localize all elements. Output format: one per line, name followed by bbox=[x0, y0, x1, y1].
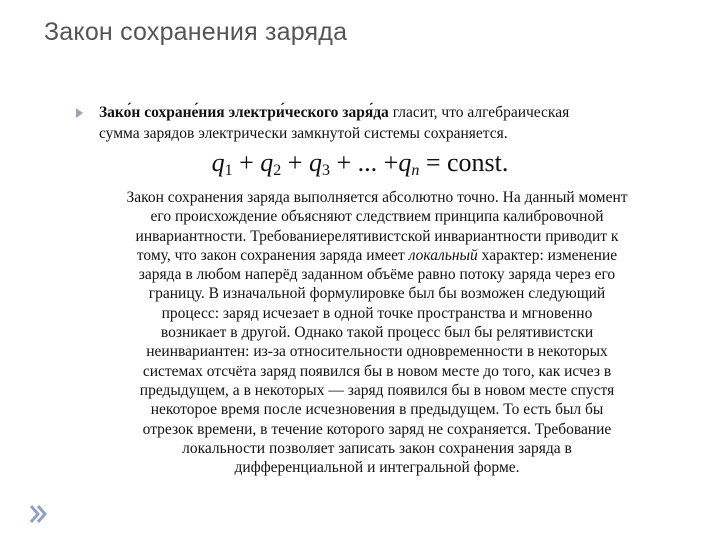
slide-title: Закон сохранения заряда bbox=[44, 18, 348, 46]
next-slide-icon[interactable] bbox=[28, 503, 48, 530]
para-line: его происхождение объясняют следствием принципа калибровочной bbox=[150, 208, 604, 226]
bullet-text bbox=[99, 102, 676, 144]
para-line: Закон сохранения заряда выполняется абсолютно точно. На данный момент bbox=[126, 189, 628, 206]
para-line: границу. В изначальной формулировке был бы возможен следующий bbox=[148, 285, 606, 303]
para-line: возникает в другой. Однако такой процесс был бы релятивистски bbox=[160, 324, 594, 342]
para-line: отрезок времени, в течение которого заряд не сохраняется. Требование bbox=[142, 420, 612, 438]
bullet-item bbox=[76, 102, 676, 144]
bullet-rest-line1: гласит, что алгебраическая bbox=[388, 104, 570, 121]
conservation-formula: $q_1 + q_2 + q_3$ + ... $+q_n$ = const. bbox=[211, 148, 509, 179]
para-line: дифференциальной и интегральной форме. bbox=[234, 459, 520, 477]
para-line: тому, что закон сохранения заряда имеет локальный характер: изменение bbox=[136, 246, 618, 264]
explanation-paragraph bbox=[82, 188, 672, 477]
para-line: неинвариантен: из-за относительности одновременности в некоторых bbox=[146, 343, 608, 361]
para-line: инвариантности. Требованиерелятивистской инвариантности приводит к bbox=[135, 227, 619, 245]
bullet-line2: сумма зарядов электрически замкнутой системы сохраняется. bbox=[99, 125, 508, 142]
para-line: некоторое время после исчезновения в предыдущем. То есть был бы bbox=[150, 401, 604, 419]
bullet-bold-term: Зако́н сохране́ния электри́ческого заря́да bbox=[99, 104, 389, 121]
bullet-arrow-icon bbox=[76, 108, 83, 118]
para-line: процесс: заряд исчезает в одной точке пространства и мгновенно bbox=[161, 304, 593, 322]
para-line: предыдущем, а в некоторых — заряд появился бы в новом месте спустя bbox=[139, 381, 615, 399]
para-line: заряда в любом наперёд заданном объёме равно потоку заряда через его bbox=[138, 266, 616, 284]
para-line: локальности позволяет записать закон сохранения заряда в bbox=[182, 439, 572, 457]
double-chevron-right-icon[interactable] bbox=[28, 503, 48, 525]
italic-local-term: локальный bbox=[408, 246, 478, 264]
para-line: системах отсчёта заряд появился бы в новом месте до того, как исчез в bbox=[142, 362, 612, 380]
